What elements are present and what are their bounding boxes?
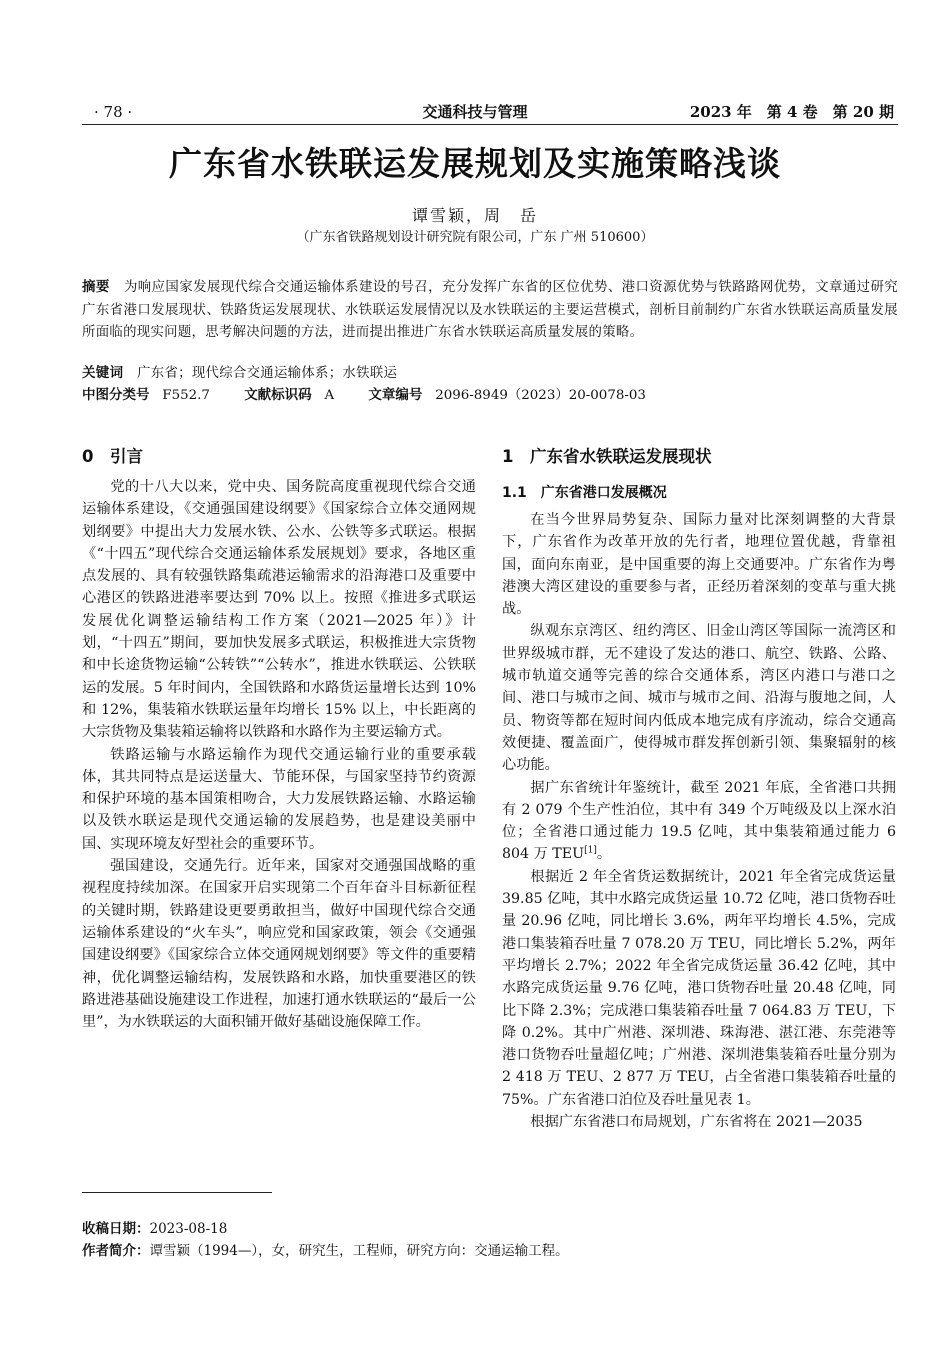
abstract — [82, 276, 898, 345]
page-number: · 78 · — [94, 103, 133, 121]
author-bio-label: 作者简介： — [82, 1243, 150, 1259]
received-value: 2023-08-18 — [149, 1221, 228, 1237]
journal-name: 交通科技与管理 — [422, 103, 528, 121]
clc-value: F552.7 — [162, 388, 210, 403]
section-heading-status: 1 广东省水铁联运发展现状 — [502, 447, 712, 466]
paragraph: 纵观东京湾区、纽约湾区、旧金山湾区等国际一流湾区和世界级城市群，无不建设了发达的港口、航空、铁路、公路、城市轨道交通等完善的综合交通体系，湾区内港口与港口之间、港口与城市之间、城市与城市之间、沿海与腹地之间，人员、物资等都在短时间内低成本地完成有序流动，综合交通高效便捷、覆盖面广，使得城市群发挥创新引领、集聚辐射的核心功能。 — [502, 623, 896, 774]
clc-label: 中图分类号 — [82, 387, 150, 403]
keywords-text: 广东省；现代综合交通运输体系；水铁联运 — [137, 366, 398, 381]
paragraph: 强国建设，交通先行。近年来，国家对交通强国战略的重视程度持续加深。在国家开启实现第二个百年奋斗目标新征程的关键时期，铁路建设更要勇敢担当，做好中国现代综合交通运输体系建设的“火车头”，响应党和国家政策，领会《交通强国建设纲要》《国家综合立体交通网规划纲要》等文件的重要精神，优化调整运输结构，发展铁路和水路，加快重要港区的铁路进港基础设施建设工作进程，加速打通水铁联运的“最后一公里”，为水铁联运的大面积铺开做好基础设施保障工作。 — [82, 858, 476, 1031]
section-heading-introduction: 0 引言 — [82, 447, 143, 466]
keywords — [82, 363, 898, 384]
citation-ref[interactable]: [1] — [584, 845, 597, 856]
received-label: 收稿日期： — [82, 1221, 150, 1237]
doc-code-value: A — [324, 388, 335, 403]
received-date — [82, 1220, 227, 1238]
footnote-rule — [82, 1192, 272, 1193]
paragraph: 铁路运输与水路运输作为现代交通运输行业的重要承载体，其共同特点是运送量大、节能环保，与国家坚持节约资源和保护环境的基本国策相吻合，大力发展铁路运输、水路运输以及铁水联运是现代交通运输的发展趋势，也是建设美丽中国、实现环境友好型社会的重要环节。 — [82, 746, 476, 852]
article-number-label: 文章编号 — [368, 387, 423, 403]
abstract-text: 为响应国家发展现代综合交通运输体系建设的号召，充分发挥广东省的区位优势、港口资源优势与铁路路网优势，文章通过研究广东省港口发展现状、铁路货运发展现状、水铁联运发展情况以及水铁联运的主要运营模式，剖析目前制约广东省水铁联运高质量发展所面临的现实问题，思考解决问题的方法，进而提出推进广东省水铁联运高质量发展的策略。 — [82, 280, 898, 340]
paragraph-with-citation — [502, 777, 896, 866]
issue-info: 2023 年 第 4 卷 第 20 期 — [689, 103, 894, 121]
article-number-value: 2096-8949（2023）20-0078-03 — [435, 388, 646, 403]
classification-line — [82, 385, 898, 406]
paragraph: 根据近 2 年全省货运数据统计，2021 年全省完成货运量 39.85 亿吨，其中水路完成货运量 10.72 亿吨，港口货物吞吐量 20.96 亿吨，同比增长 3.6%，两年平均增长 4.5%，完成港口集装箱吞吐量 7 078.20 万 TEU，同比增长 5.2%，两年平均增长 2.7%；2022 年全省完成货运量 36.42 亿吨，其中水路完成货运量 9.76 亿吨，港口货物吞吐量 20.48 亿吨，同比下降 2.3%；完成港口集装箱吞吐量 7 064.83 万 TEU，下降 0.2%。其中广州港、深圳港、珠海港、湛江港、东莞港等港口货物吞吐量超亿吨；广州港、深圳港集装箱吞吐量分别为 2 418 万 TEU、2 877 万 TEU，占全省港口集装箱吞吐量的 75%。广东省港口泊位及吞吐量见表 1。 — [502, 868, 896, 1108]
author-bio-value: 谭雪颖（1994—），女，研究生，工程师，研究方向：交通运输工程。 — [149, 1243, 569, 1259]
paragraph-text: 据广东省统计年鉴统计，截至 2021 年底，全省港口共拥有 2 079 个生产性泊位，其中有 349 个万吨级及以上深水泊位；全省港口通过能力 19.5 亿吨，其中集装箱通过能力 6 804 万 TEU — [502, 779, 896, 863]
affiliation: （广东省铁路规划设计研究院有限公司，广东 广州 510600） — [296, 230, 654, 245]
paragraph: 在当今世界局势复杂、国际力量对比深刻调整的大背景下，广东省作为改革开放的先行者，地理位置优越，背靠祖国，面向东南亚，是中国重要的海上交通要冲。广东省作为粤港澳大湾区建设的重要参与者，正经历着深刻的变革与重大挑战。 — [502, 512, 896, 618]
header-rule — [82, 124, 898, 125]
doc-code-label: 文献标识码 — [244, 387, 312, 403]
paragraph-tail: 。 — [596, 846, 612, 863]
author-bio — [82, 1242, 569, 1260]
paragraph: 党的十八大以来，党中央、国务院高度重视现代综合交通运输体系建设，《交通强国建设纲要》《国家综合立体交通网规划纲要》中提出大力发展水铁、公水、公铁等多式联运。根据《“十四五”现代综合交通运输体系发展规划》要求，各地区重点发展的、具有较强铁路集疏港运输需求的沿海港口及重要中心港区的铁路进港率要达到 70% 以上。按照《推进多式联运发展优化调整运输结构工作方案（2021—2025 年）》计划，“十四五”期间，要加快发展多式联运，积极推进大宗货物和中长途货物运输“公转铁”“公转水”，推进水铁联运、公铁联运的发展。5 年时间内，全国铁路和水路货运量增长达到 10% 和 12%，集装箱水铁联运量年均增长 15% 以上，中长距离的大宗货物及集装箱运输将以铁路和水路作为主要运输方式。 — [82, 479, 476, 741]
article-title: 广东省水铁联运发展规划及实施策略浅谈 — [169, 144, 781, 183]
left-column-body — [82, 476, 476, 1033]
abstract-label: 摘要 — [82, 279, 110, 295]
subsection-heading-ports: 1.1 广东省港口发展概况 — [502, 485, 667, 501]
right-column-body — [502, 509, 896, 1133]
keywords-label: 关键词 — [82, 365, 124, 381]
paragraph: 根据广东省港口布局规划，广东省将在 2021—2035 — [530, 1114, 863, 1131]
authors: 谭雪颖，周 岳 — [411, 206, 538, 225]
